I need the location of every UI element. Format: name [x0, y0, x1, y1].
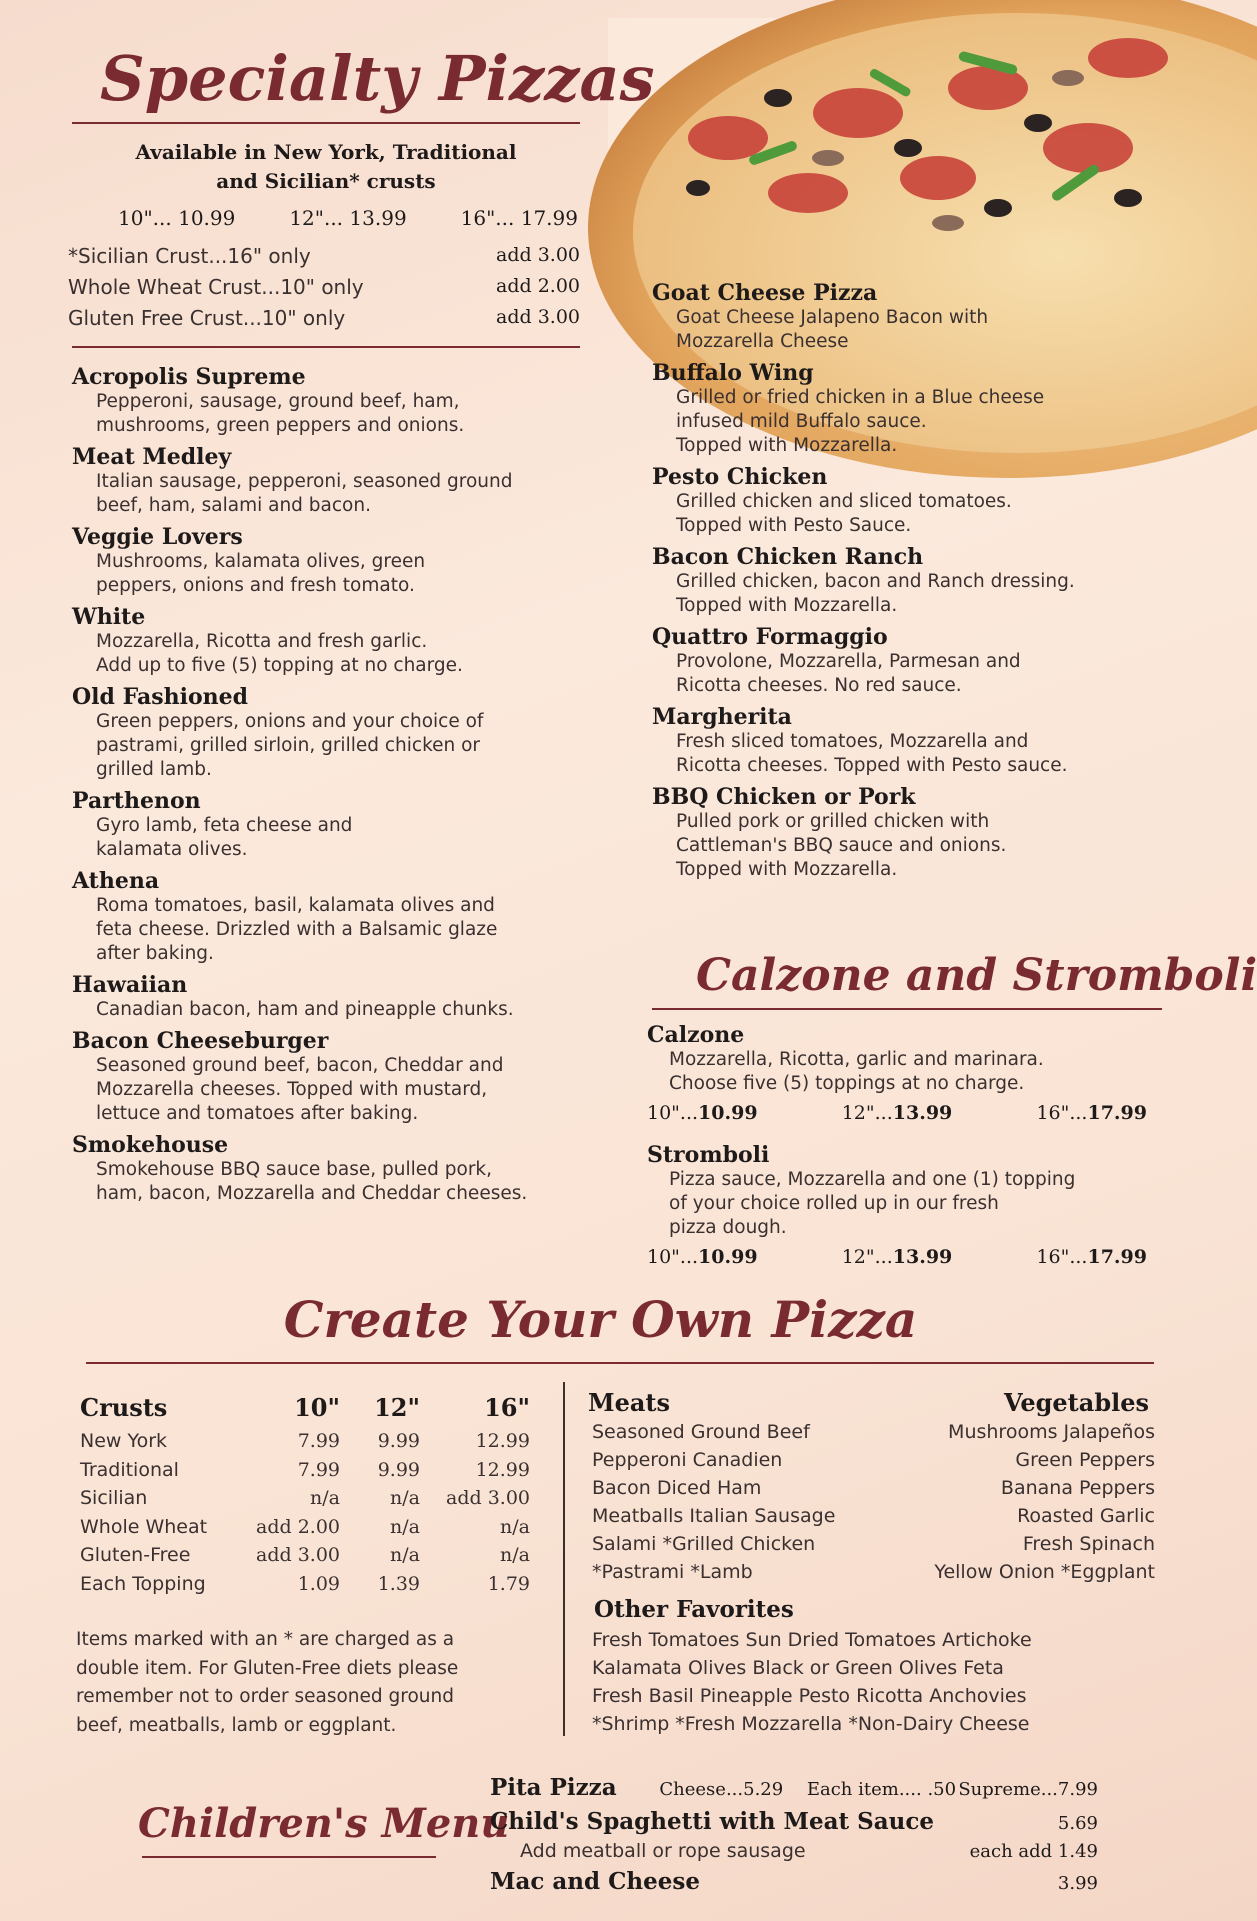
size-price-10: 10"... 10.99	[118, 206, 236, 230]
menu-item-bacon-chicken-ranch	[652, 544, 1172, 618]
crust-table-row: Whole Wheat add 2.00 n/a n/a	[80, 1515, 530, 1538]
menu-item-veggie-lovers	[72, 524, 592, 598]
menu-item-description: Smokehouse BBQ sauce base, pulled pork, ham, bacon, Mozzarella and Cheddar cheeses.	[96, 1159, 528, 1204]
size-price-16: 16"... 17.99	[460, 206, 578, 230]
specialty-right-list	[652, 280, 1172, 888]
crust-table-row: Each Topping 1.09 1.39 1.79	[80, 1572, 530, 1595]
price-10: 10"...10.99	[647, 1246, 758, 1268]
price-10: 10"...10.99	[647, 1102, 758, 1124]
menu-item-acropolis-supreme	[72, 364, 592, 438]
menu-item-name: BBQ Chicken or Pork	[652, 784, 916, 810]
column-divider	[563, 1382, 565, 1736]
price-16: 16"...17.99	[1036, 1102, 1147, 1124]
menu-item-description: Gyro lamb, feta cheese and kalamata olives.	[96, 815, 353, 860]
other-favorite-option: *Shrimp *Fresh Mozzarella *Non-Dairy Cheese	[592, 1713, 1030, 1735]
crust-table-row: Gluten-Free add 3.00 n/a n/a	[80, 1544, 530, 1566]
crust-table-body	[80, 1430, 542, 1601]
menu-item-athena	[72, 868, 592, 966]
menu-item-parthenon	[72, 788, 592, 862]
menu-item-description: Canadian bacon, ham and pineapple chunks.	[96, 999, 514, 1020]
menu-item-name: Bacon Chicken Ranch	[652, 544, 924, 570]
menu-item-description: Grilled chicken, bacon and Ranch dressing. Topped with Mozzarella.	[676, 571, 1075, 616]
pizza-image	[608, 18, 1182, 256]
crust-availability	[72, 138, 580, 196]
meat-option: Bacon Diced Ham	[592, 1477, 762, 1499]
crust-option: Whole Wheat Crust...10" only add 2.00	[68, 275, 580, 299]
menu-item-name: Old Fashioned	[72, 684, 249, 710]
menu-item-description: Mushrooms, kalamata olives, green peppers, onions and fresh tomato.	[96, 551, 426, 596]
crust-price-table	[80, 1386, 542, 1601]
meat-option: Pepperoni Canadien	[592, 1449, 783, 1471]
create-your-own-title: Create Your Own Pizza	[283, 1290, 918, 1349]
menu-item-name: Meat Medley	[72, 444, 232, 470]
other-favorite-option: Fresh Tomatoes Sun Dried Tomatoes Artichoke	[592, 1629, 1032, 1651]
vegetable-option: Mushrooms Jalapeños	[948, 1421, 1155, 1443]
meats-header: Meats	[588, 1388, 670, 1417]
specialty-size-prices	[118, 206, 578, 230]
menu-item-description: Italian sausage, pepperoni, seasoned ground beef, ham, salami and bacon.	[96, 471, 513, 516]
menu-item-margherita	[652, 704, 1172, 778]
menu-item-name: Goat Cheese Pizza	[652, 280, 878, 306]
calzone-name: Calzone	[647, 1022, 745, 1048]
meat-option: *Pastrami *Lamb	[592, 1561, 753, 1583]
stromboli-name: Stromboli	[647, 1142, 770, 1168]
title-divider	[72, 122, 580, 124]
menu-item-name: Pesto Chicken	[652, 464, 828, 490]
specialty-left-list	[72, 364, 592, 1212]
menu-item-description: Seasoned ground beef, bacon, Cheddar and Mozzarella cheeses. Topped with mustard, lettuce and tomatoes after baking.	[96, 1055, 504, 1124]
menu-item-name: Hawaiian	[72, 972, 188, 998]
specialty-pizzas-title: Specialty Pizzas	[100, 42, 655, 115]
menu-item-smokehouse	[72, 1132, 592, 1206]
crust-table-row: Traditional 7.99 9.99 12.99	[80, 1458, 530, 1481]
menu-item-description: Pepperoni, sausage, ground beef, ham, mushrooms, green peppers and onions.	[96, 391, 465, 436]
childrens-divider	[142, 1856, 436, 1858]
crust-divider	[72, 346, 580, 348]
other-favorites-header: Other Favorites	[594, 1596, 794, 1623]
vegetables-header: Vegetables	[1003, 1388, 1149, 1417]
meats-list	[592, 1418, 835, 1586]
crust-table-row: New York 7.99 9.99 12.99	[80, 1430, 530, 1452]
availability-line-2: and Sicilian* crusts	[216, 169, 436, 193]
crust-option: *Sicilian Crust...16" only add 3.00	[68, 244, 580, 268]
crust-options	[68, 244, 580, 337]
vegetable-option: Green Peppers	[1015, 1449, 1155, 1471]
create-divider	[86, 1362, 1154, 1364]
menu-item-name: Acropolis Supreme	[72, 364, 306, 390]
menu-item-bbq-chicken-or-pork	[652, 784, 1172, 882]
size-price-12: 12"... 13.99	[289, 206, 407, 230]
menu-item-quattro-formaggio	[652, 624, 1172, 698]
menu-item-name: Margherita	[652, 704, 792, 730]
price-12: 12"...13.99	[841, 1246, 953, 1268]
menu-item-description: Grilled or fried chicken in a Blue cheese infused mild Buffalo sauce. Topped with Mozzarella.	[676, 387, 1045, 456]
childrens-menu-title: Children's Menu	[138, 1800, 510, 1847]
crust-table-header: Crusts 10" 12" 16"	[80, 1393, 530, 1422]
menu-item-goat-cheese-pizza	[652, 280, 1172, 354]
menu-item-white	[72, 604, 592, 678]
pita-pizza-row: Pita Pizza Cheese...5.29 Each item.... .50 Supreme...7.99	[490, 1774, 1098, 1801]
menu-item-bacon-cheeseburger	[72, 1028, 592, 1126]
crust-option: Gluten Free Crust...10" only add 3.00	[68, 306, 580, 330]
price-16: 16"...17.99	[1036, 1246, 1147, 1268]
menu-item-name: Smokehouse	[72, 1132, 229, 1158]
meat-option: Seasoned Ground Beef	[592, 1421, 810, 1443]
meat-option: Meatballs Italian Sausage	[592, 1505, 836, 1527]
menu-item-description: Grilled chicken and sliced tomatoes. Topped with Pesto Sauce.	[676, 491, 1012, 536]
menu-item-old-fashioned	[72, 684, 592, 782]
vegetables-list	[934, 1418, 1155, 1586]
meat-option: Salami *Grilled Chicken	[592, 1533, 816, 1555]
menu-item-description: Green peppers, onions and your choice of pastrami, grilled sirloin, grilled chicken or grilled lamb.	[96, 711, 484, 780]
calzone-desc: Mozzarella, Ricotta, garlic and marinara. Choose five (5) toppings at no charge.	[669, 1049, 1044, 1094]
menu-item-hawaiian	[72, 972, 592, 1022]
mac-and-cheese-row: Mac and Cheese 3.99	[490, 1868, 1098, 1895]
stromboli-desc: Pizza sauce, Mozzarella and one (1) topping of your choice rolled up in our fresh pizza dough.	[669, 1169, 1076, 1238]
calzone-title: Calzone and Stromboli	[696, 950, 1257, 1001]
menu-item-buffalo-wing	[652, 360, 1172, 458]
vegetable-option: Fresh Spinach	[1022, 1533, 1155, 1555]
menu-item-description: Pulled pork or grilled chicken with Cattleman's BBQ sauce and onions. Topped with Mozzarella.	[676, 811, 1007, 880]
menu-item-meat-medley	[72, 444, 592, 518]
other-favorite-option: Fresh Basil Pineapple Pesto Ricotta Anchovies	[592, 1685, 1027, 1707]
menu-item-name: Buffalo Wing	[652, 360, 814, 386]
menu-item-pesto-chicken	[652, 464, 1172, 538]
childrens-items	[490, 1774, 1098, 1900]
menu-item-description: Fresh sliced tomatoes, Mozzarella and Ricotta cheeses. Topped with Pesto sauce.	[676, 731, 1068, 776]
other-favorites-list	[592, 1626, 1032, 1738]
spaghetti-row: Child's Spaghetti with Meat Sauce 5.69	[490, 1808, 1098, 1835]
stromboli-prices	[647, 1246, 1147, 1268]
menu-item-name: Quattro Formaggio	[652, 624, 888, 650]
menu-item-description: Mozzarella, Ricotta and fresh garlic. Add up to five (5) topping at no charge.	[96, 631, 463, 676]
calzone-prices	[647, 1102, 1147, 1124]
menu-item-description: Provolone, Mozzarella, Parmesan and Ricotta cheeses. No red sauce.	[676, 651, 1021, 696]
calzone-divider	[652, 1008, 1162, 1010]
menu-item-name: Athena	[72, 868, 160, 894]
stromboli-item	[647, 1142, 1167, 1268]
menu-item-name: Veggie Lovers	[72, 524, 243, 550]
vegetable-option: Yellow Onion *Eggplant	[934, 1561, 1155, 1583]
double-item-note: Items marked with an * are charged as a double item. For Gluten-Free diets please remember not to order seasoned ground beef, meatballs, lamb or eggplant.	[76, 1629, 459, 1736]
calzone-item	[647, 1022, 1167, 1124]
crust-table-row: Sicilian n/a n/a add 3.00	[80, 1487, 530, 1509]
menu-item-description: Roma tomatoes, basil, kalamata olives and feta cheese. Drizzled with a Balsamic glaze after baking.	[96, 895, 498, 964]
price-12: 12"...13.99	[841, 1102, 953, 1124]
vegetable-option: Banana Peppers	[1000, 1477, 1155, 1499]
menu-item-description: Goat Cheese Jalapeno Bacon with Mozzarella Cheese	[676, 307, 989, 352]
menu-item-name: Bacon Cheeseburger	[72, 1028, 329, 1054]
availability-line-1: Available in New York, Traditional	[135, 140, 517, 164]
menu-item-name: Parthenon	[72, 788, 201, 814]
menu-item-name: White	[72, 604, 146, 630]
pizza-photo	[608, 18, 1182, 256]
vegetable-option: Roasted Garlic	[1017, 1505, 1155, 1527]
spaghetti-addon-row: Add meatball or rope sausage each add 1.49	[520, 1840, 1098, 1862]
other-favorite-option: Kalamata Olives Black or Green Olives Feta	[592, 1657, 1004, 1679]
